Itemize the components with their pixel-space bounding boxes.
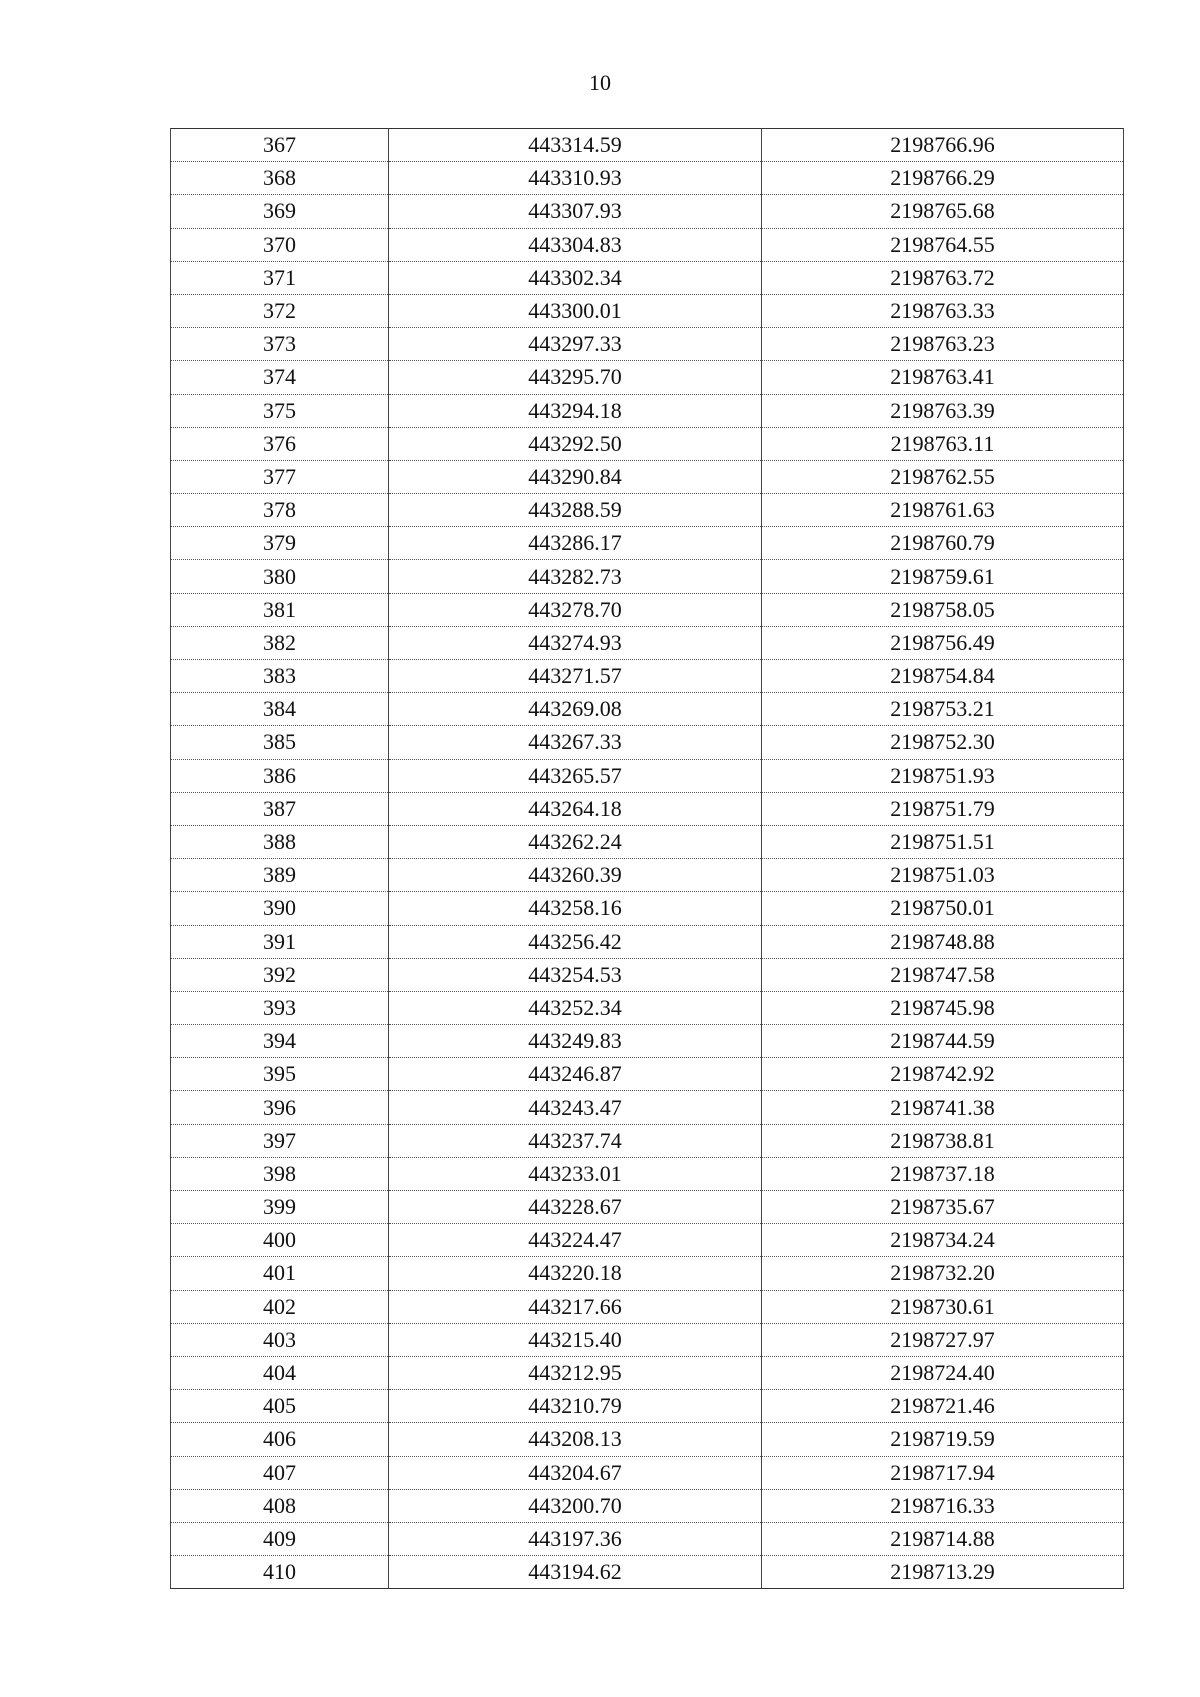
y-coordinate-cell: 2198741.38 [762, 1091, 1124, 1124]
y-coordinate-cell: 2198751.93 [762, 759, 1124, 792]
x-coordinate-cell: 443297.33 [389, 328, 762, 361]
page-number: 10 [589, 70, 611, 95]
y-coordinate-cell: 2198716.33 [762, 1489, 1124, 1522]
y-coordinate-cell: 2198734.24 [762, 1224, 1124, 1257]
point-number-cell: 384 [171, 693, 389, 726]
point-number-cell: 409 [171, 1522, 389, 1555]
point-number-cell: 372 [171, 294, 389, 327]
table-row [171, 626, 1124, 659]
y-coordinate-cell: 2198766.29 [762, 162, 1124, 195]
point-number-cell: 374 [171, 361, 389, 394]
table-row [171, 328, 1124, 361]
y-coordinate-cell: 2198763.33 [762, 294, 1124, 327]
point-number-cell: 380 [171, 560, 389, 593]
point-number-cell: 375 [171, 394, 389, 427]
x-coordinate-cell: 443300.01 [389, 294, 762, 327]
x-coordinate-cell: 443286.17 [389, 527, 762, 560]
table-row [171, 1356, 1124, 1389]
point-number-cell: 408 [171, 1489, 389, 1522]
table-row [171, 195, 1124, 228]
point-number-cell: 369 [171, 195, 389, 228]
y-coordinate-cell: 2198758.05 [762, 593, 1124, 626]
x-coordinate-cell: 443210.79 [389, 1390, 762, 1423]
point-number-cell: 387 [171, 792, 389, 825]
table-row [171, 129, 1124, 162]
table-row [171, 792, 1124, 825]
x-coordinate-cell: 443194.62 [389, 1556, 762, 1589]
table-row [171, 494, 1124, 527]
x-coordinate-cell: 443304.83 [389, 228, 762, 261]
point-number-cell: 401 [171, 1257, 389, 1290]
table-row [171, 892, 1124, 925]
point-number-cell: 406 [171, 1423, 389, 1456]
x-coordinate-cell: 443237.74 [389, 1124, 762, 1157]
point-number-cell: 405 [171, 1390, 389, 1423]
y-coordinate-cell: 2198763.39 [762, 394, 1124, 427]
x-coordinate-cell: 443243.47 [389, 1091, 762, 1124]
x-coordinate-cell: 443310.93 [389, 162, 762, 195]
x-coordinate-cell: 443264.18 [389, 792, 762, 825]
y-coordinate-cell: 2198742.92 [762, 1058, 1124, 1091]
y-coordinate-cell: 2198763.72 [762, 261, 1124, 294]
y-coordinate-cell: 2198751.03 [762, 859, 1124, 892]
point-number-cell: 368 [171, 162, 389, 195]
x-coordinate-cell: 443200.70 [389, 1489, 762, 1522]
table-row [171, 1058, 1124, 1091]
table-row [171, 1522, 1124, 1555]
y-coordinate-cell: 2198724.40 [762, 1356, 1124, 1389]
x-coordinate-cell: 443252.34 [389, 991, 762, 1024]
x-coordinate-cell: 443262.24 [389, 825, 762, 858]
x-coordinate-cell: 443269.08 [389, 693, 762, 726]
x-coordinate-cell: 443295.70 [389, 361, 762, 394]
table-row [171, 593, 1124, 626]
x-coordinate-cell: 443271.57 [389, 660, 762, 693]
table-row [171, 1157, 1124, 1190]
y-coordinate-cell: 2198714.88 [762, 1522, 1124, 1555]
point-number-cell: 383 [171, 660, 389, 693]
y-coordinate-cell: 2198754.84 [762, 660, 1124, 693]
point-number-cell: 404 [171, 1356, 389, 1389]
table-row [171, 294, 1124, 327]
x-coordinate-cell: 443274.93 [389, 626, 762, 659]
coordinates-table [170, 128, 1124, 1589]
point-number-cell: 382 [171, 626, 389, 659]
coordinates-table-body [171, 129, 1124, 1589]
point-number-cell: 371 [171, 261, 389, 294]
table-row [171, 1290, 1124, 1323]
y-coordinate-cell: 2198751.51 [762, 825, 1124, 858]
y-coordinate-cell: 2198713.29 [762, 1556, 1124, 1589]
x-coordinate-cell: 443302.34 [389, 261, 762, 294]
table-row [171, 693, 1124, 726]
x-coordinate-cell: 443208.13 [389, 1423, 762, 1456]
x-coordinate-cell: 443212.95 [389, 1356, 762, 1389]
point-number-cell: 396 [171, 1091, 389, 1124]
table-row [171, 660, 1124, 693]
table-row [171, 1390, 1124, 1423]
point-number-cell: 407 [171, 1456, 389, 1489]
point-number-cell: 410 [171, 1556, 389, 1589]
table-row [171, 958, 1124, 991]
x-coordinate-cell: 443233.01 [389, 1157, 762, 1190]
table-row [171, 1323, 1124, 1356]
point-number-cell: 376 [171, 427, 389, 460]
table-row [171, 361, 1124, 394]
x-coordinate-cell: 443215.40 [389, 1323, 762, 1356]
table-row [171, 925, 1124, 958]
x-coordinate-cell: 443282.73 [389, 560, 762, 593]
table-row [171, 460, 1124, 493]
table-row [171, 527, 1124, 560]
y-coordinate-cell: 2198744.59 [762, 1025, 1124, 1058]
y-coordinate-cell: 2198721.46 [762, 1390, 1124, 1423]
y-coordinate-cell: 2198735.67 [762, 1191, 1124, 1224]
y-coordinate-cell: 2198753.21 [762, 693, 1124, 726]
y-coordinate-cell: 2198763.23 [762, 328, 1124, 361]
y-coordinate-cell: 2198761.63 [762, 494, 1124, 527]
x-coordinate-cell: 443197.36 [389, 1522, 762, 1555]
point-number-cell: 385 [171, 726, 389, 759]
point-number-cell: 391 [171, 925, 389, 958]
y-coordinate-cell: 2198717.94 [762, 1456, 1124, 1489]
x-coordinate-cell: 443314.59 [389, 129, 762, 162]
table-row [171, 1091, 1124, 1124]
table-row [171, 991, 1124, 1024]
point-number-cell: 397 [171, 1124, 389, 1157]
point-number-cell: 381 [171, 593, 389, 626]
x-coordinate-cell: 443267.33 [389, 726, 762, 759]
point-number-cell: 378 [171, 494, 389, 527]
y-coordinate-cell: 2198752.30 [762, 726, 1124, 759]
point-number-cell: 379 [171, 527, 389, 560]
x-coordinate-cell: 443260.39 [389, 859, 762, 892]
y-coordinate-cell: 2198745.98 [762, 991, 1124, 1024]
point-number-cell: 403 [171, 1323, 389, 1356]
point-number-cell: 398 [171, 1157, 389, 1190]
point-number-cell: 393 [171, 991, 389, 1024]
x-coordinate-cell: 443307.93 [389, 195, 762, 228]
x-coordinate-cell: 443288.59 [389, 494, 762, 527]
x-coordinate-cell: 443254.53 [389, 958, 762, 991]
x-coordinate-cell: 443265.57 [389, 759, 762, 792]
table-row [171, 560, 1124, 593]
y-coordinate-cell: 2198763.11 [762, 427, 1124, 460]
x-coordinate-cell: 443246.87 [389, 1058, 762, 1091]
table-row [171, 759, 1124, 792]
table-row [171, 162, 1124, 195]
y-coordinate-cell: 2198762.55 [762, 460, 1124, 493]
point-number-cell: 399 [171, 1191, 389, 1224]
point-number-cell: 402 [171, 1290, 389, 1323]
table-row [171, 1423, 1124, 1456]
x-coordinate-cell: 443249.83 [389, 1025, 762, 1058]
y-coordinate-cell: 2198727.97 [762, 1323, 1124, 1356]
y-coordinate-cell: 2198732.20 [762, 1257, 1124, 1290]
point-number-cell: 367 [171, 129, 389, 162]
point-number-cell: 400 [171, 1224, 389, 1257]
y-coordinate-cell: 2198756.49 [762, 626, 1124, 659]
x-coordinate-cell: 443228.67 [389, 1191, 762, 1224]
y-coordinate-cell: 2198737.18 [762, 1157, 1124, 1190]
table-row [171, 1191, 1124, 1224]
table-row [171, 1224, 1124, 1257]
point-number-cell: 390 [171, 892, 389, 925]
table-row [171, 1556, 1124, 1589]
table-row [171, 825, 1124, 858]
table-row [171, 1257, 1124, 1290]
y-coordinate-cell: 2198719.59 [762, 1423, 1124, 1456]
x-coordinate-cell: 443204.67 [389, 1456, 762, 1489]
point-number-cell: 392 [171, 958, 389, 991]
x-coordinate-cell: 443258.16 [389, 892, 762, 925]
table-row [171, 1124, 1124, 1157]
y-coordinate-cell: 2198763.41 [762, 361, 1124, 394]
point-number-cell: 389 [171, 859, 389, 892]
x-coordinate-cell: 443290.84 [389, 460, 762, 493]
point-number-cell: 386 [171, 759, 389, 792]
x-coordinate-cell: 443292.50 [389, 427, 762, 460]
table-row [171, 394, 1124, 427]
table-row [171, 228, 1124, 261]
table-row [171, 427, 1124, 460]
x-coordinate-cell: 443256.42 [389, 925, 762, 958]
y-coordinate-cell: 2198730.61 [762, 1290, 1124, 1323]
point-number-cell: 388 [171, 825, 389, 858]
table-row [171, 1025, 1124, 1058]
point-number-cell: 377 [171, 460, 389, 493]
x-coordinate-cell: 443220.18 [389, 1257, 762, 1290]
point-number-cell: 373 [171, 328, 389, 361]
table-row [171, 1456, 1124, 1489]
table-row [171, 261, 1124, 294]
y-coordinate-cell: 2198748.88 [762, 925, 1124, 958]
table-row [171, 1489, 1124, 1522]
x-coordinate-cell: 443278.70 [389, 593, 762, 626]
point-number-cell: 395 [171, 1058, 389, 1091]
point-number-cell: 394 [171, 1025, 389, 1058]
y-coordinate-cell: 2198760.79 [762, 527, 1124, 560]
table-row [171, 726, 1124, 759]
y-coordinate-cell: 2198751.79 [762, 792, 1124, 825]
y-coordinate-cell: 2198766.96 [762, 129, 1124, 162]
y-coordinate-cell: 2198738.81 [762, 1124, 1124, 1157]
x-coordinate-cell: 443294.18 [389, 394, 762, 427]
y-coordinate-cell: 2198747.58 [762, 958, 1124, 991]
point-number-cell: 370 [171, 228, 389, 261]
x-coordinate-cell: 443224.47 [389, 1224, 762, 1257]
x-coordinate-cell: 443217.66 [389, 1290, 762, 1323]
y-coordinate-cell: 2198764.55 [762, 228, 1124, 261]
y-coordinate-cell: 2198750.01 [762, 892, 1124, 925]
y-coordinate-cell: 2198765.68 [762, 195, 1124, 228]
y-coordinate-cell: 2198759.61 [762, 560, 1124, 593]
table-row [171, 859, 1124, 892]
